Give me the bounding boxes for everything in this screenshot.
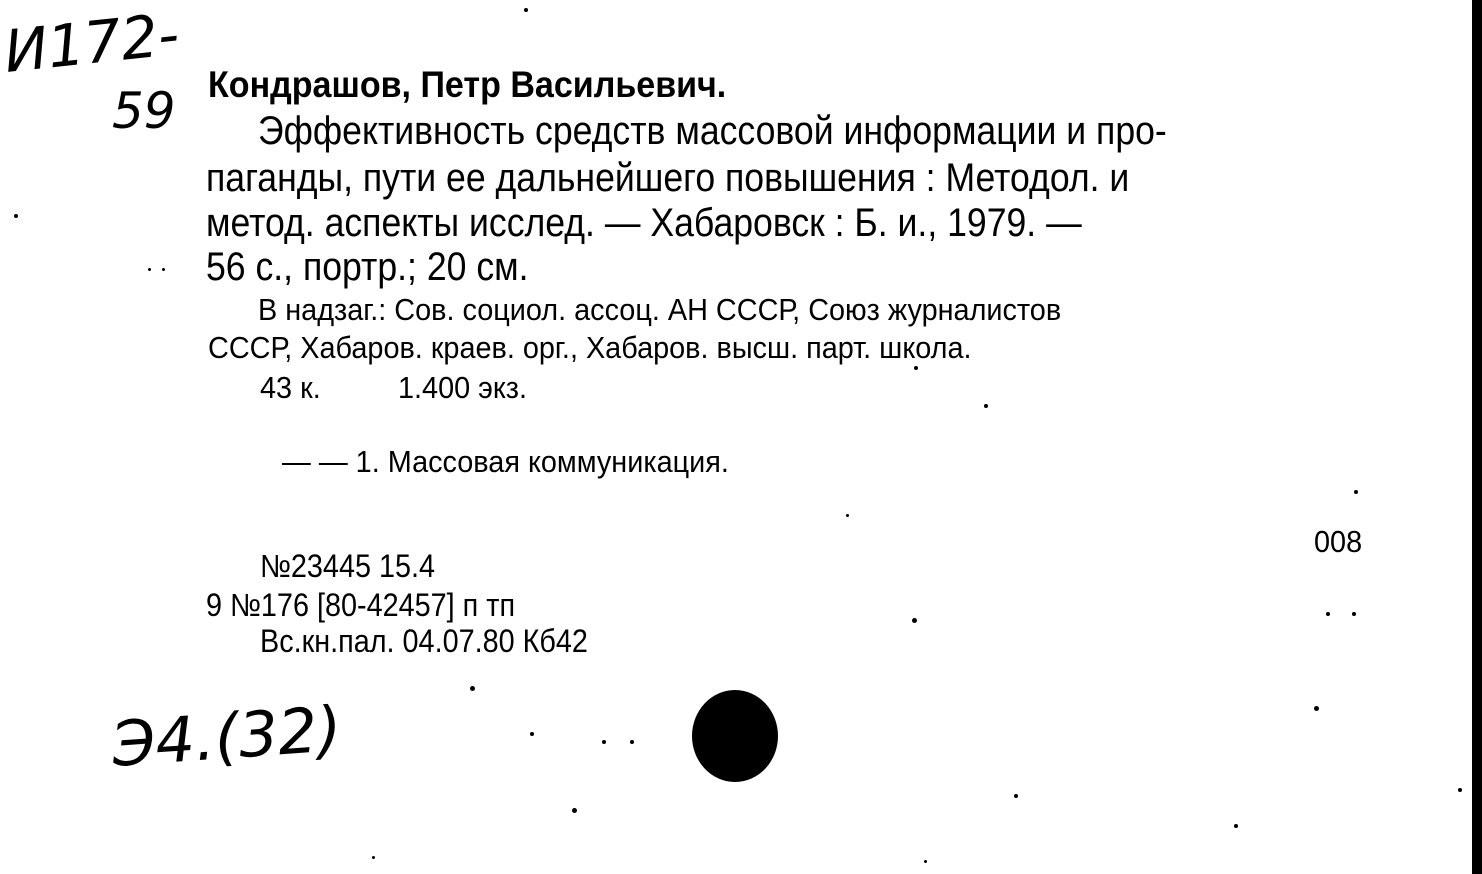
card-edge [1472, 0, 1482, 874]
shelf-mark: И172- [0, 0, 183, 86]
dust-speck [524, 8, 528, 12]
imprint-line: 9 №176 [80-42457] п тп [206, 587, 516, 623]
subject-heading: — — 1. Массовая коммуникация. [282, 444, 729, 479]
description-line: метод. аспекты исслед. — Хабаровск : Б. и., 1979. — [206, 201, 1082, 245]
dust-speck [924, 860, 927, 863]
dust-speck [14, 214, 18, 218]
dust-speck [602, 740, 606, 744]
dust-speck [1314, 706, 1319, 711]
dust-speck [1458, 788, 1462, 792]
dust-speck [148, 268, 151, 271]
print-run: 1.400 экз. [398, 370, 528, 405]
dust-speck [470, 686, 475, 691]
dust-speck [984, 404, 988, 408]
dust-speck [1014, 794, 1018, 798]
shelf-mark-suffix: 59 [112, 82, 176, 140]
description-line: 56 с., портр.; 20 см. [206, 245, 529, 289]
dust-speck [572, 808, 577, 813]
dust-speck [912, 618, 917, 623]
handwritten-classification: Э4.(32) [109, 692, 344, 781]
note-line: В надзаг.: Сов. социол. ассоц. АН СССР, Союз журналистов [258, 292, 1062, 327]
imprint-line: Вс.кн.пал. 04.07.80 Кб42 [260, 623, 588, 659]
description-line: паганды, пути ее дальнейшего повышения : Методол. и [206, 156, 1130, 200]
code: 008 [1314, 524, 1363, 559]
dust-speck [1326, 612, 1330, 616]
dust-speck [630, 740, 634, 744]
dust-speck [162, 268, 165, 271]
dust-speck [372, 856, 375, 859]
note-line: СССР, Хабаров. краев. орг., Хабаров. высш. парт. школа. [208, 330, 972, 365]
dust-speck [1234, 824, 1238, 828]
dust-speck [1354, 490, 1358, 494]
dust-speck [530, 732, 534, 736]
imprint-line: №23445 15.4 [260, 548, 436, 584]
description-line: Эффективность средств массовой информации и про- [258, 109, 1167, 153]
dust-speck [1352, 612, 1356, 616]
price: 43 к. [260, 370, 321, 405]
punch-hole [692, 690, 778, 782]
dust-speck [914, 366, 918, 370]
author-heading: Кондрашов, Петр Васильевич. [208, 64, 727, 105]
dust-speck [846, 514, 849, 517]
